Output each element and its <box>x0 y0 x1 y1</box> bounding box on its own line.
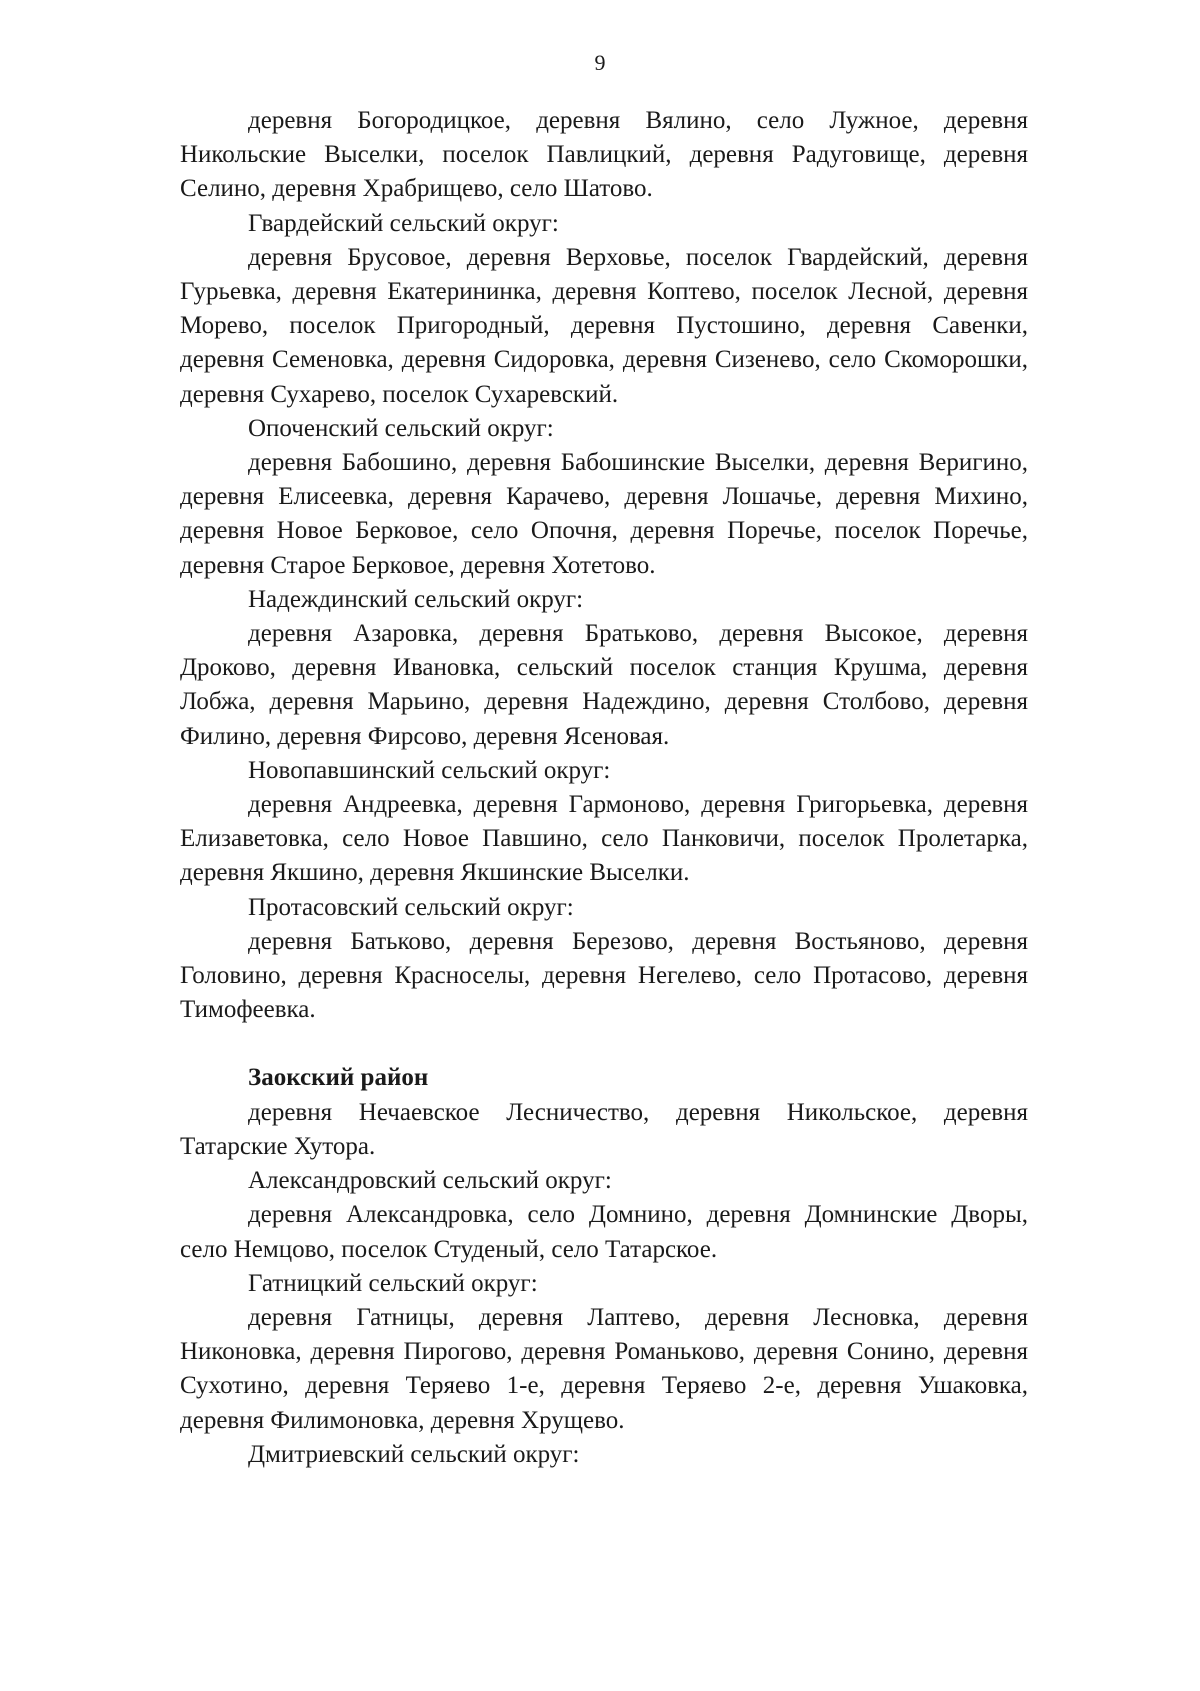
rural-district-heading: Гатницкий сельский округ: <box>248 1269 538 1297</box>
rural-district-heading: Надеждинский сельский округ: <box>248 585 584 613</box>
settlement-list: деревня Александровка, село Домнино, деревня Домнинские Дворы, село Немцово, поселок Студеный, село Татарское. <box>180 1201 1028 1263</box>
page-number: 9 <box>594 50 606 75</box>
settlement-list: деревня Бабошино, деревня Бабошинские Выселки, деревня Веригино, деревня Елисеевка, деревня Карачево, деревня Лошачье, деревня Михино, деревня Новое Берковое, село Опочня, деревня Поречье, поселок Поречье, деревня Старое Берковое, деревня Хотетово. <box>180 449 1028 579</box>
rural-district-heading: Протасовский сельский округ: <box>248 893 574 921</box>
rural-district-heading: Дмитриевский сельский округ: <box>248 1440 580 1468</box>
settlement-list: деревня Гатницы, деревня Лаптево, деревня Лесновка, деревня Никоновка, деревня Пирогово, деревня Романьково, деревня Сонино, деревня Сухотино, деревня Теряево 1-е, деревня Теряево 2-е, деревня Ушаковка, деревня Филимоновка, деревня Хрущево. <box>180 1303 1028 1434</box>
settlement-list: деревня Брусовое, деревня Верховье, поселок Гвардейский, деревня Гурьевка, деревня Екатерининка, деревня Коптево, поселок Лесной, деревня Морево, поселок Пригородный, деревня Пустошино, деревня Савенки, деревня Семеновка, деревня Сидоровка, деревня Сизенево, село Скоморошки, деревня Сухарево, поселок Сухаревский. <box>180 243 1028 408</box>
rural-district-heading: Опоченский сельский округ: <box>248 414 554 442</box>
settlement-list: деревня Азаровка, деревня Братьково, деревня Высокое, деревня Дроково, деревня Ивановка, сельский поселок станция Крушма, деревня Лобжа, деревня Марьино, деревня Надеждино, деревня Столбово, деревня Филино, деревня Фирсово, деревня Ясеновая. <box>180 620 1028 750</box>
settlement-list: деревня Нечаевское Лесничество, деревня Никольское, деревня Татарские Хутора. <box>180 1098 1028 1160</box>
document-body <box>180 104 1028 1472</box>
settlement-list: деревня Богородицкое, деревня Вялино, село Лужное, деревня Никольские Выселки, поселок Павлицкий, деревня Радуговище, деревня Селино, деревня Храбрищево, село Шатово. <box>180 107 1028 203</box>
rural-district-heading: Новопавшинский сельский округ: <box>248 756 611 784</box>
rural-district-heading: Гвардейский сельский округ: <box>248 209 559 237</box>
rural-district-heading: Александровский сельский округ: <box>248 1167 612 1195</box>
settlement-list: деревня Батьково, деревня Березово, деревня Востьяново, деревня Головино, деревня Красноселы, деревня Негелево, село Протасово, деревня Тимофеевка. <box>180 927 1028 1024</box>
settlement-list: деревня Андреевка, деревня Гармоново, деревня Григорьевка, деревня Елизаветовка, село Новое Павшино, село Панковичи, поселок Пролетарка, деревня Якшино, деревня Якшинские Выселки. <box>180 791 1028 887</box>
district-heading: Заокский район <box>248 1064 429 1092</box>
